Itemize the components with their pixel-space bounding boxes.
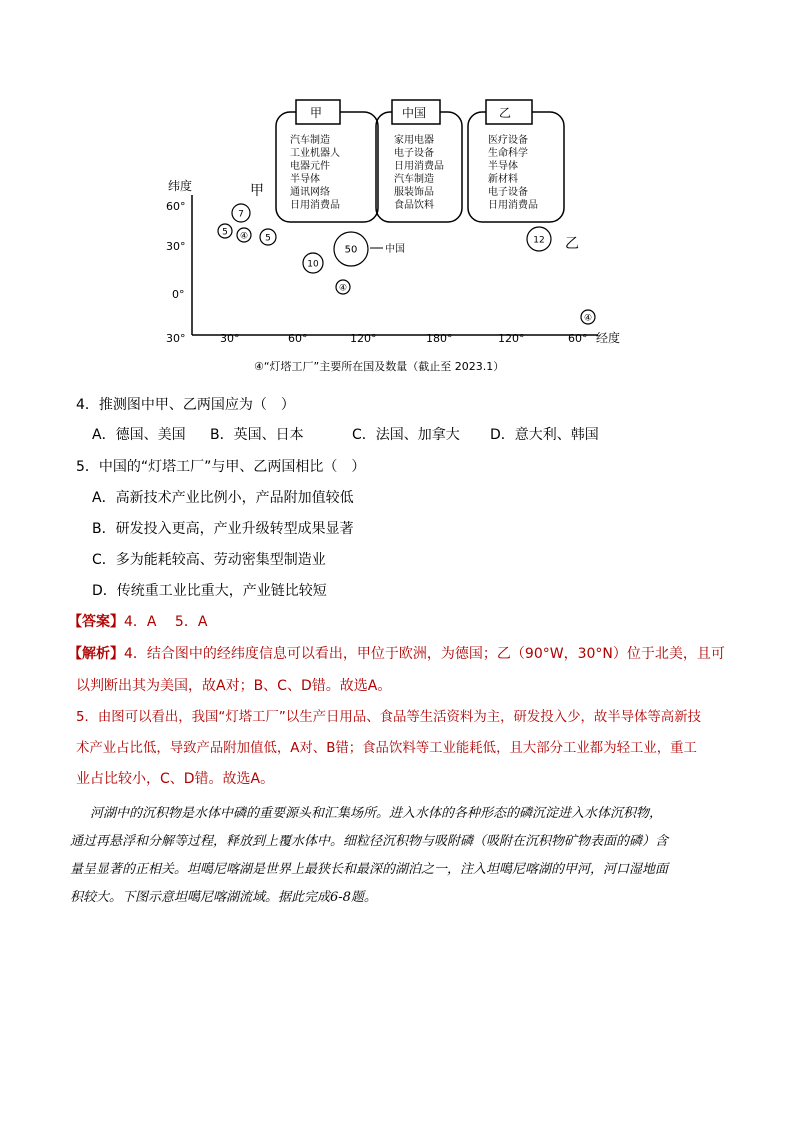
y-tick-30s: 30°: [166, 332, 186, 345]
label-jia: 甲: [250, 183, 264, 199]
y-tick-30n: 30°: [166, 240, 186, 253]
factory-count-label: 5: [222, 227, 228, 238]
passage-line-4: 积较大。下图示意坦噶尼喀湖流域。据此完成6-8题。: [70, 890, 377, 905]
q4-option-d[interactable]: D．意大利、韩国: [490, 427, 599, 443]
lighthouse-factory-figure: [150, 90, 650, 380]
factory-count-label: 10: [307, 259, 319, 270]
answer-text: 4．A 5．A: [124, 614, 208, 630]
y-axis-title: 纬度: [168, 179, 193, 193]
box-yi-item: 生命科学: [488, 148, 528, 159]
box-yi-item: 半导体: [488, 161, 518, 172]
analysis-line-2: 以判断出其为美国，故A对；B、C、D错。故选A。: [76, 678, 392, 694]
box-china-item: 日用消费品: [394, 161, 444, 172]
analysis-line-1: [68, 643, 725, 663]
analysis-line-4: 术产业占比低，导致产品附加值低，A对、B错；食品饮料等工业能耗低，且大部分工业都为轻工业，重工: [76, 741, 697, 756]
figure-caption: ④“灯塔工厂”主要所在国及数量（截止至 2023.1）: [254, 360, 505, 373]
box-yi-title: 乙: [499, 106, 512, 120]
box-china-item: 食品饮料: [394, 200, 434, 211]
q4-option-a[interactable]: A．德国、美国: [92, 427, 186, 443]
passage-line-3: 量呈显著的正相关。坦噶尼喀湖是世界上最狭长和最深的湖泊之一，注入坦噶尼喀湖的甲河，河口湿地面: [70, 862, 669, 877]
factory-count-label: 5: [265, 233, 271, 244]
x-tick-120e: 120°: [350, 332, 377, 345]
factory-count-label: 7: [238, 209, 244, 220]
label-yi: 乙: [565, 236, 579, 252]
y-tick-60: 60°: [166, 200, 186, 213]
y-tick-0: 0°: [172, 288, 185, 301]
q5-option-c[interactable]: C．多为能耗较高、劳动密集型制造业: [92, 552, 326, 568]
question-4-options: [92, 424, 599, 444]
box-china-item: 家用电器: [394, 135, 434, 146]
box-jia-item: 通讯网络: [290, 187, 330, 198]
factory-count-label: 50: [344, 244, 358, 256]
passage-line-1: 河湖中的沉积物是水体中磷的重要源头和汇集场所。进入水体的各种形态的磷沉淀进入水体沉积物，: [90, 806, 663, 821]
box-china-item: 汽车制造: [394, 174, 434, 185]
x-tick-30: 30°: [220, 332, 240, 345]
x-tick-60w: 60°: [568, 332, 588, 345]
box-china-item: 电子设备: [394, 148, 434, 159]
box-yi-item: 新材料: [488, 174, 518, 185]
question-5-stem: 5．中国的“灯塔工厂”与甲、乙两国相比（ ）: [76, 459, 366, 475]
box-yi-item: 医疗设备: [488, 135, 528, 146]
analysis-line-3: 5．由图可以看出，我国“灯塔工厂”以生产日用品、食品等生活资料为主，研发投入少，故半导体等高新技: [76, 710, 701, 725]
passage-line-2: 通过再悬浮和分解等过程，释放到上覆水体中。细粒径沉积物与吸附磷（吸附在沉积物矿物表面的磷）含: [70, 834, 669, 849]
factory-count-label: ④: [338, 283, 348, 294]
label-china: 中国: [385, 244, 405, 255]
box-jia-item: 日用消费品: [290, 200, 340, 211]
analysis-text-1: 4．结合图中的经纬度信息可以看出，甲位于欧洲，为德国；乙（90°W，30°N）位于北美，且可: [124, 646, 725, 662]
factory-count-label: 12: [533, 235, 545, 246]
box-china-item: 服装饰品: [394, 187, 434, 198]
box-jia-item: 电器元件: [290, 161, 330, 172]
q4-option-b[interactable]: B．英国、日本: [210, 427, 304, 443]
figure-svg: [150, 90, 650, 380]
q5-option-d[interactable]: D．传统重工业比重大，产业链比较短: [92, 583, 327, 599]
box-jia-item: 工业机器人: [290, 148, 340, 159]
q5-option-b[interactable]: B．研发投入更高，产业升级转型成果显著: [92, 521, 354, 537]
q5-option-a[interactable]: A．高新技术产业比例小，产品附加值较低: [92, 490, 354, 506]
box-yi-item: 日用消费品: [488, 200, 538, 211]
analysis-line-5: 业占比较小，C、D错。故选A。: [76, 771, 275, 787]
box-jia-item: 半导体: [290, 174, 320, 185]
factory-count-label: ④: [239, 231, 249, 242]
box-jia-item: 汽车制造: [290, 135, 330, 146]
x-tick-60: 60°: [288, 332, 308, 345]
question-4-stem: 4．推测图中甲、乙两国应为（ ）: [76, 397, 295, 413]
q4-option-c[interactable]: C．法国、加拿大: [352, 427, 460, 443]
factory-count-label: ④: [583, 313, 593, 324]
answer-tag: 【答案】: [68, 614, 124, 630]
x-tick-120w: 120°: [498, 332, 525, 345]
x-axis-title: 经度: [596, 331, 621, 345]
box-yi-item: 电子设备: [488, 187, 528, 198]
analysis-tag: 【解析】: [68, 646, 124, 662]
box-jia-title: 甲: [310, 106, 323, 120]
answer-line: [68, 611, 207, 631]
box-china-title: 中国: [402, 106, 427, 120]
x-tick-180: 180°: [426, 332, 453, 345]
